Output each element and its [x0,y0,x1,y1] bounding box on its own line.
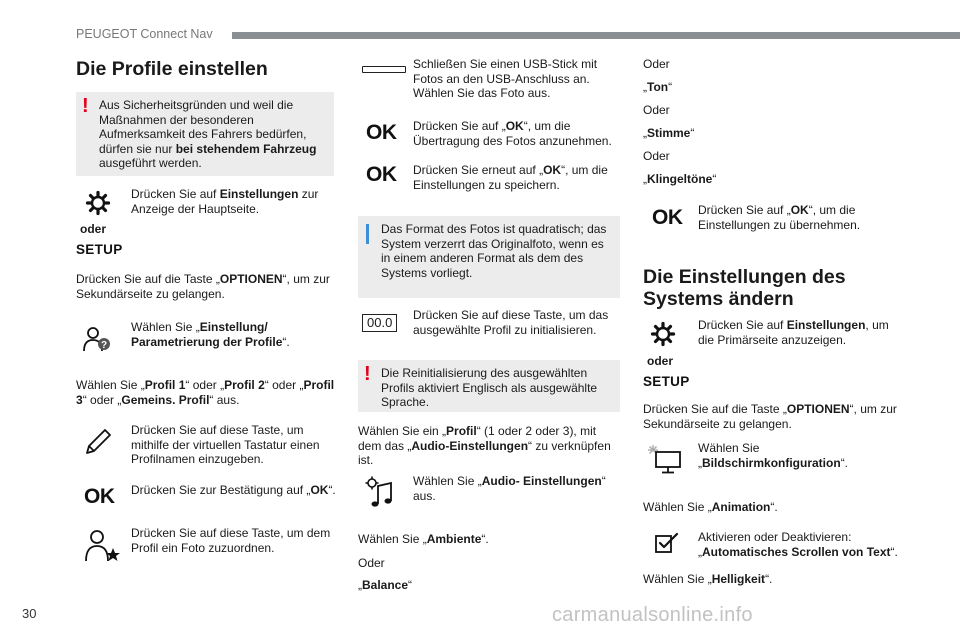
svg-text:?: ? [100,340,108,351]
step-screen-config: Wählen Sie „Bildschirmkonfiguration“. [698,441,849,470]
step-select-profile-settings: Wählen Sie „Einstellung/ Parametrierung der Profile“. [131,320,290,349]
warning-note-reset: ! Die Reinitialisierung des ausgewählten Profils aktiviert Englisch als ausgewählte Sprache. [358,360,620,412]
setup-button[interactable]: SETUP [643,374,690,389]
warning-icon: ! [364,363,371,385]
oder-label: oder [647,354,674,368]
para-link-profile: Wählen Sie ein „Profil“ (1 oder 2 oder 3), mit dem das „Audio-Einstellungen“ zu verknüpfen ist. [358,424,611,467]
profile-photo-icon[interactable] [84,528,122,562]
para-options: Drücken Sie auf die Taste „OPTIONEN“, um zur Sekundärseite zu gelangen. [76,272,330,301]
step-enter-name: Drücken Sie auf diese Taste, um mithilfe der virtuellen Tastatur einen Profilnamen einzugeben. [131,423,320,466]
para-options-system: Drücken Sie auf die Taste „OPTIONEN“, um zur Sekundärseite zu gelangen. [643,402,897,431]
oder-text-2: Oder [643,103,670,117]
para-ton: „Ton“ [643,80,673,94]
step-toggle-scroll: Aktivieren oder Deaktivieren: „Automatisches Scrollen von Text“. [698,530,898,559]
setup-button[interactable]: SETUP [76,242,123,257]
header-bar [232,32,960,39]
step-usb: Schließen Sie einen USB-Stick mit Fotos an den USB-Anschluss an. Wählen Sie das Foto aus. [413,57,598,100]
reset-button[interactable]: 00.0 [362,314,397,332]
step-audio-settings: Wählen Sie „Audio- Einstellungen“ aus. [413,474,606,503]
profile-settings-icon[interactable] [82,326,112,352]
ok-button[interactable]: OK [84,485,115,508]
warning-icon: ! [82,95,89,117]
step-assign-photo: Drücken Sie auf diese Taste, um dem Profil ein Foto zuzuordnen. [131,526,331,555]
step-apply: Drücken Sie auf „OK“, um die Einstellungen zu übernehmen. [698,203,861,232]
para-stimme: „Stimme“ [643,126,695,140]
gear-icon[interactable] [85,190,111,216]
para-klingeltoene: „Klingeltöne“ [643,172,717,186]
ok-button-apply[interactable]: OK [652,206,683,229]
gear-icon[interactable] [650,321,676,347]
screen-brightness-icon[interactable] [646,444,684,476]
para-helligkeit: Wählen Sie „Helligkeit“. [643,572,773,586]
warning-note: ! Aus Sicherheitsgründen und weil die Maßnahmen der besonderen Aufmerksamkeit des Fahrers bedürfen, dürfen sie nur bei stehendem Fahrzeug ausgeführt werden. [76,92,334,176]
step-open-settings: Drücken Sie auf Einstellungen zur Anzeige der Hauptseite. [131,187,319,216]
ok-button-accept[interactable]: OK [366,121,397,144]
checkbox-icon[interactable] [655,532,679,554]
section-title-system: Die Einstellungen des Systems ändern [643,266,846,310]
pencil-icon[interactable] [84,426,114,456]
step-open-primary: Drücken Sie auf Einstellungen, um die Primärseite anzuzeigen. [698,318,889,347]
oder-text-1: Oder [643,57,670,71]
music-settings-icon[interactable] [364,476,394,508]
oder-label: oder [80,222,107,236]
watermark: carmanualsonline.info [552,604,753,626]
page-number: 30 [22,606,37,621]
section-title-profiles: Die Profile einstellen [76,58,268,80]
usb-icon [362,66,406,73]
ok-button-save[interactable]: OK [366,163,397,186]
info-icon [366,224,369,244]
para-animation: Wählen Sie „Animation“. [643,500,778,514]
oder-text-3: Oder [643,149,670,163]
step-reset: Drücken Sie auf diese Taste, um das ausgewählte Profil zu initialisieren. [413,308,609,337]
para-balance: „Balance“ [358,578,413,592]
info-note: Das Format des Fotos ist quadratisch; das System verzerrt das Originalfoto, wenn es in einem anderen Format als dem des Systems vorliegt. [358,216,620,298]
step-accept-photo: Drücken Sie auf „OK“, um die Übertragung des Fotos anzunehmen. [413,119,612,148]
running-header: PEUGEOT Connect Nav [76,27,213,41]
step-save: Drücken Sie erneut auf „OK“, um die Einstellungen zu speichern. [413,163,608,192]
step-confirm-ok: Drücken Sie zur Bestätigung auf „OK“. [131,483,336,497]
oder-text: Oder [358,556,385,570]
para-ambiente: Wählen Sie „Ambiente“. [358,532,489,546]
para-select-profile: Wählen Sie „Profil 1“ oder „Profil 2“ oder „Profil 3“ oder „Gemeins. Profil“ aus. [76,378,335,407]
